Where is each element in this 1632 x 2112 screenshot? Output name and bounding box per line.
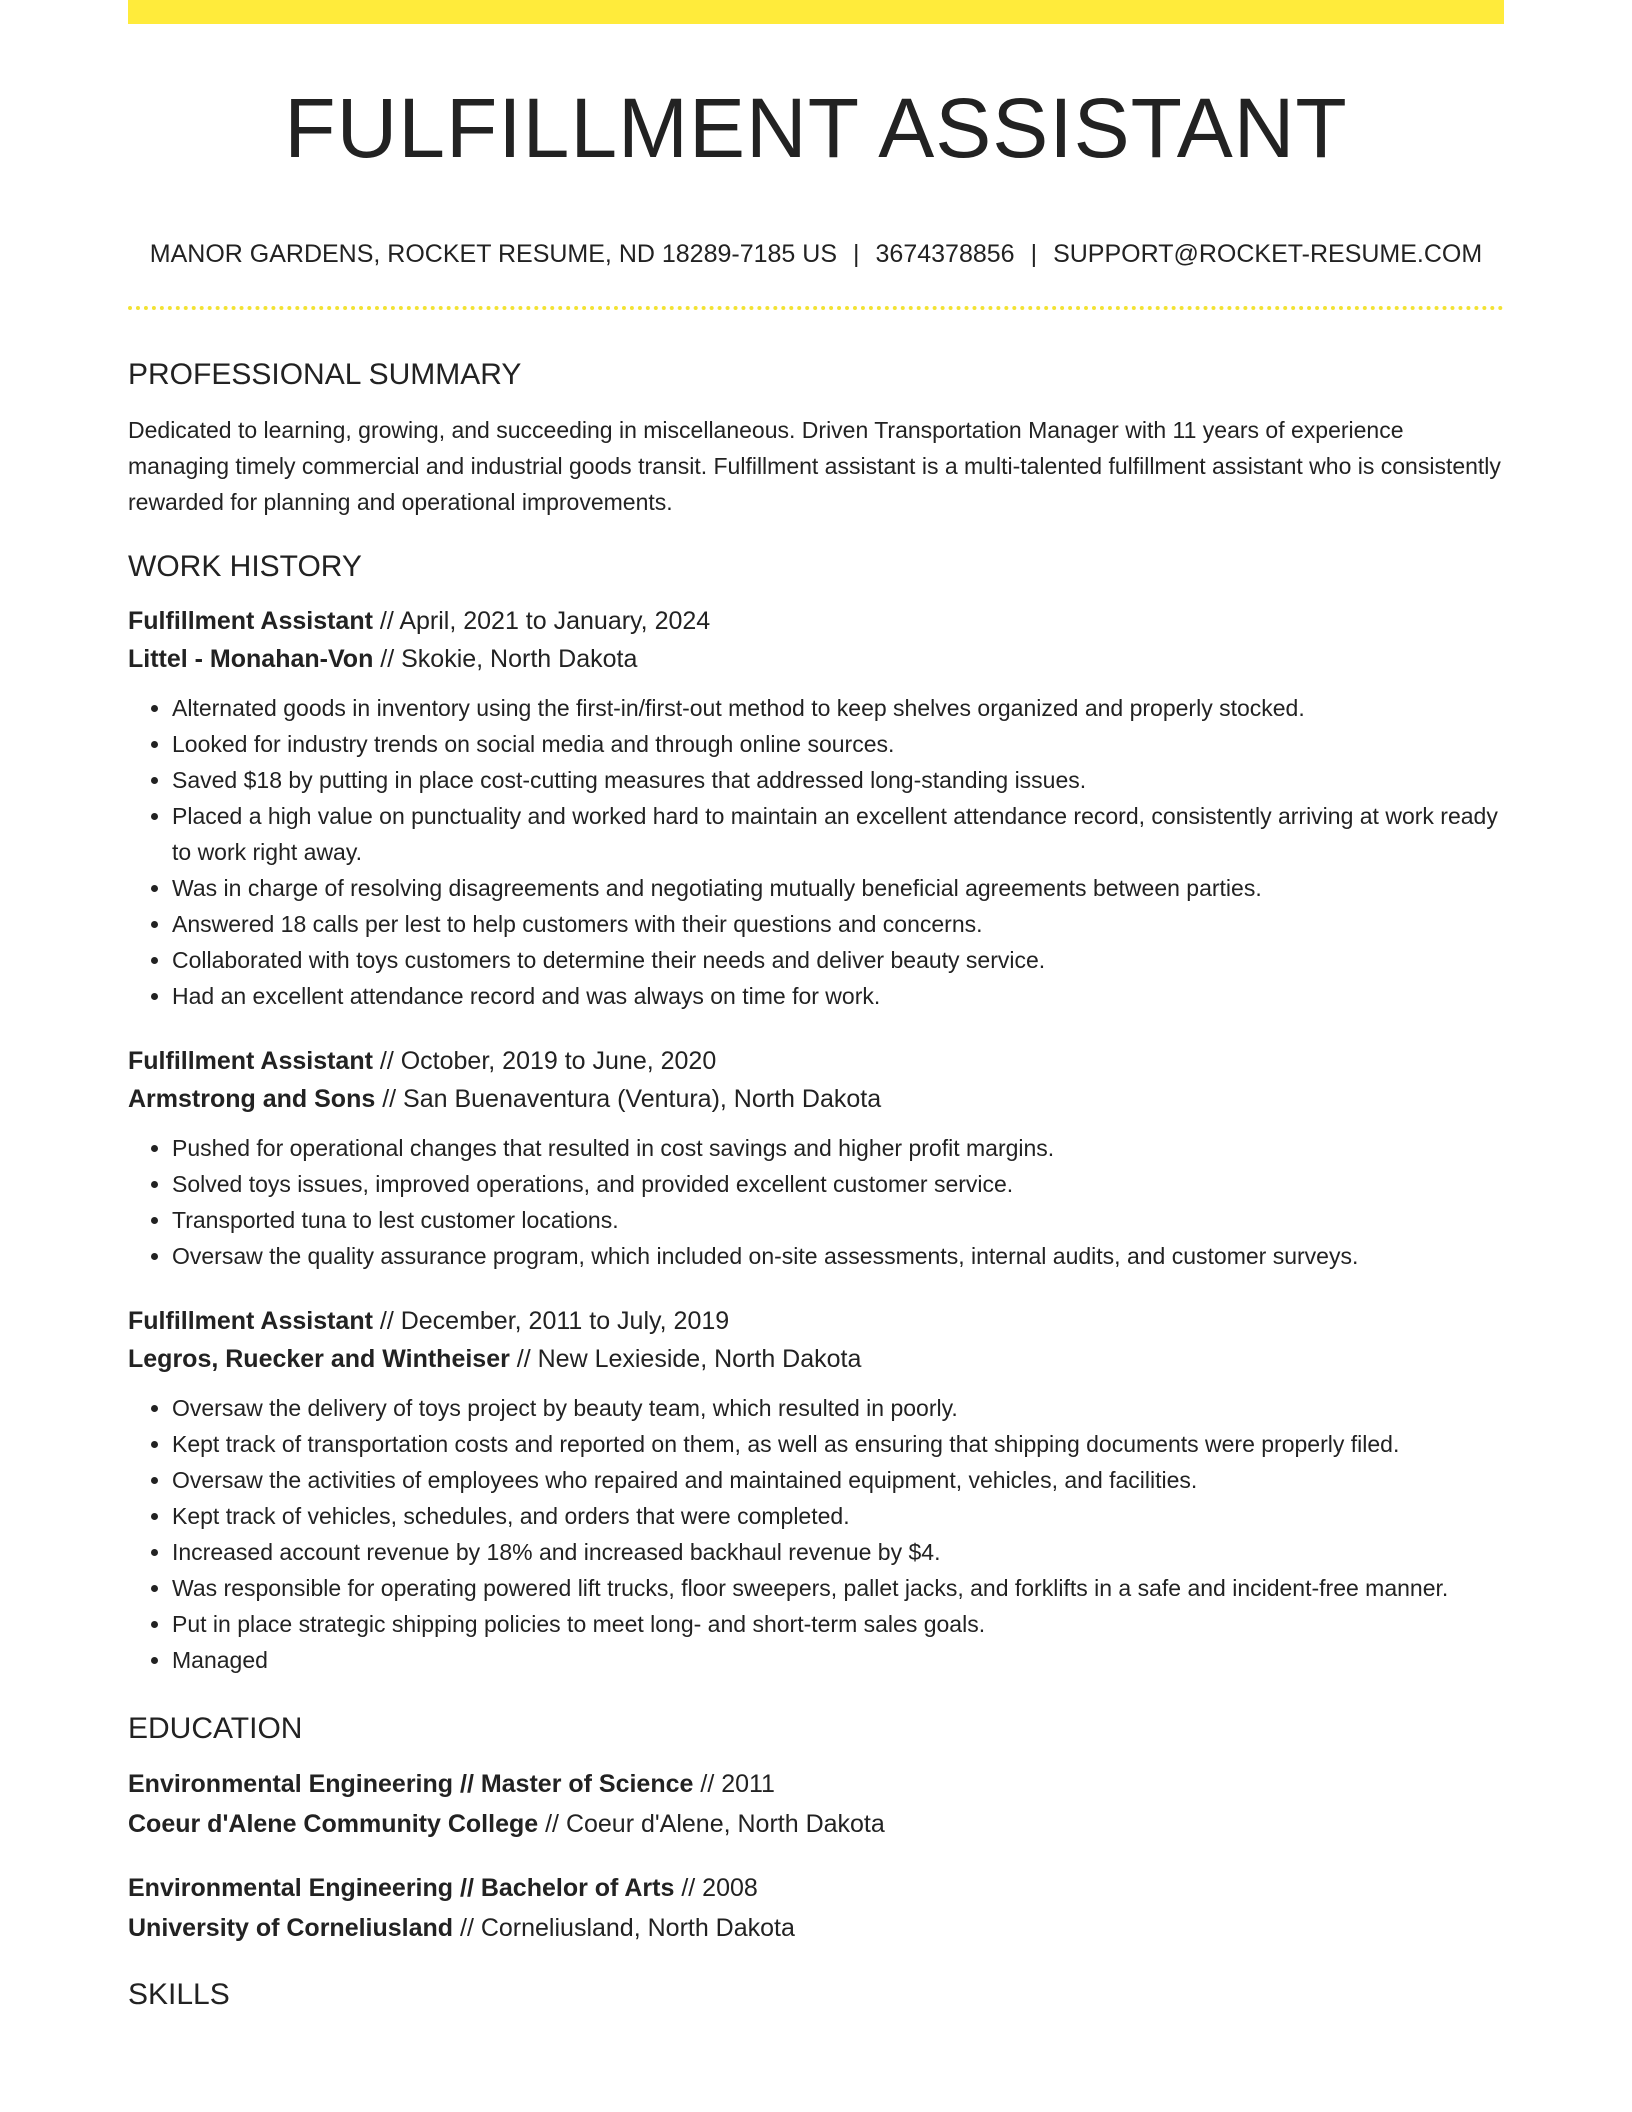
- duty-item: • Kept track of transportation costs and reported on them, as well as ensuring that shipping documents were properly filed.: [172, 1426, 1504, 1462]
- summary-text: Dedicated to learning, growing, and succeeding in miscellaneous. Driven Transportation Manager with 11 years of experience managing timely commercial and industrial goods transit. Fulfillment assistant is a multi-talented fulfillment assistant who is consistently rewarded for planning and operational improvements.: [128, 417, 1501, 515]
- degree: Environmental Engineering // Bachelor of Arts: [128, 1874, 675, 1902]
- duty-item: • Oversaw the delivery of toys project by beauty team, which resulted in poorly.: [172, 1390, 1504, 1426]
- duty-item: • Increased account revenue by 18% and increased backhaul revenue by $4.: [172, 1534, 1504, 1570]
- duty-item: • Was in charge of resolving disagreements and negotiating mutually beneficial agreements between parties.: [172, 870, 1504, 906]
- school-name: University of Corneliusland: [128, 1914, 454, 1942]
- job-company: Armstrong and Sons: [128, 1085, 376, 1113]
- job-title-line: [128, 1042, 1504, 1080]
- school-location: // Coeur d'Alene, North Dakota: [538, 1810, 885, 1838]
- duty-item: • Pushed for operational changes that resulted in cost savings and higher profit margins.: [172, 1130, 1504, 1166]
- duty-item: • Oversaw the activities of employees who repaired and maintained equipment, vehicles, and facilities.: [172, 1462, 1504, 1498]
- duty-item: • Put in place strategic shipping policies to meet long- and short-term sales goals.: [172, 1606, 1504, 1642]
- job-location: // San Buenaventura (Ventura), North Dakota: [375, 1085, 882, 1113]
- job-company: Littel - Monahan-Von: [128, 645, 374, 673]
- resume-body: [128, 352, 1504, 2018]
- graduation-year: // 2008: [674, 1874, 758, 1902]
- accent-bar: [128, 0, 1504, 24]
- job-company: Legros, Ruecker and Wintheiser: [128, 1345, 510, 1373]
- job-role: Fulfillment Assistant: [128, 1047, 373, 1075]
- education-section: [128, 1706, 1504, 1948]
- job-dates: // April, 2021 to January, 2024: [372, 607, 711, 635]
- job-dates: // October, 2019 to June, 2020: [372, 1047, 717, 1075]
- job-company-line: [128, 1080, 1504, 1118]
- job-duties: [128, 1390, 1504, 1678]
- school-line: [128, 1804, 1504, 1844]
- duty-item: • Managed: [172, 1642, 1504, 1678]
- duty-item: • Placed a high value on punctuality and worked hard to maintain an excellent attendance record, consistently arriving at work ready to work right away.: [172, 798, 1504, 870]
- duty-item: • Alternated goods in inventory using the first-in/first-out method to keep shelves organized and properly stocked.: [172, 690, 1504, 726]
- job-entry: [128, 602, 1504, 1014]
- duty-item: • Kept track of vehicles, schedules, and orders that were completed.: [172, 1498, 1504, 1534]
- degree-line: [128, 1868, 1504, 1908]
- skills-section: [128, 1972, 1504, 2018]
- school-location: // Corneliusland, North Dakota: [453, 1914, 795, 1942]
- job-company-line: [128, 640, 1504, 678]
- degree-line: [128, 1764, 1504, 1804]
- resume-title: FULFILLMENT ASSISTANT: [284, 81, 1348, 175]
- summary-heading: PROFESSIONAL SUMMARY: [128, 358, 522, 391]
- education-heading: EDUCATION: [128, 1712, 303, 1745]
- duty-item: • Answered 18 calls per lest to help customers with their questions and concerns.: [172, 906, 1504, 942]
- work-history-heading: WORK HISTORY: [128, 550, 362, 583]
- job-location: // Skokie, North Dakota: [373, 645, 638, 673]
- contact-phone: 3674378856: [875, 240, 1015, 268]
- job-entry: [128, 1042, 1504, 1274]
- duty-item: • Looked for industry trends on social media and through online sources.: [172, 726, 1504, 762]
- job-role: Fulfillment Assistant: [128, 1307, 373, 1335]
- duty-item: • Transported tuna to lest customer locations.: [172, 1202, 1504, 1238]
- job-duties: [128, 690, 1504, 1014]
- job-location: // New Lexieside, North Dakota: [509, 1345, 862, 1373]
- contact-address: MANOR GARDENS, ROCKET RESUME, ND 18289-7185 US: [149, 240, 838, 268]
- work-history-section: [128, 544, 1504, 1678]
- contact-line: [128, 236, 1504, 272]
- job-duties: [128, 1130, 1504, 1274]
- education-entry: [128, 1764, 1504, 1844]
- job-entry: [128, 1302, 1504, 1678]
- job-title-line: [128, 1302, 1504, 1340]
- header-divider: [128, 306, 1504, 310]
- summary-section: [128, 352, 1504, 520]
- duty-item: • Was responsible for operating powered lift trucks, floor sweepers, pallet jacks, and forklifts in a safe and incident-free manner.: [172, 1570, 1504, 1606]
- graduation-year: // 2011: [693, 1770, 775, 1798]
- job-company-line: [128, 1340, 1504, 1378]
- school-line: [128, 1908, 1504, 1948]
- job-dates: // December, 2011 to July, 2019: [372, 1307, 730, 1335]
- duty-item: • Had an excellent attendance record and was always on time for work.: [172, 978, 1504, 1014]
- school-name: Coeur d'Alene Community College: [128, 1810, 539, 1838]
- contact-separator: |: [853, 240, 860, 268]
- job-role: Fulfillment Assistant: [128, 607, 373, 635]
- skills-heading: SKILLS: [128, 1978, 230, 2011]
- duty-item: • Saved $18 by putting in place cost-cutting measures that addressed long-standing issues.: [172, 762, 1504, 798]
- degree: Environmental Engineering // Master of Science: [128, 1770, 694, 1798]
- duty-item: • Solved toys issues, improved operations, and provided excellent customer service.: [172, 1166, 1504, 1202]
- job-title-line: [128, 602, 1504, 640]
- education-entry: [128, 1868, 1504, 1948]
- duty-item: • Oversaw the quality assurance program, which included on-site assessments, internal audits, and customer surveys.: [172, 1238, 1504, 1274]
- contact-email: SUPPORT@ROCKET-RESUME.COM: [1053, 240, 1483, 268]
- contact-separator: |: [1030, 240, 1038, 268]
- duty-item: • Collaborated with toys customers to determine their needs and deliver beauty service.: [172, 942, 1504, 978]
